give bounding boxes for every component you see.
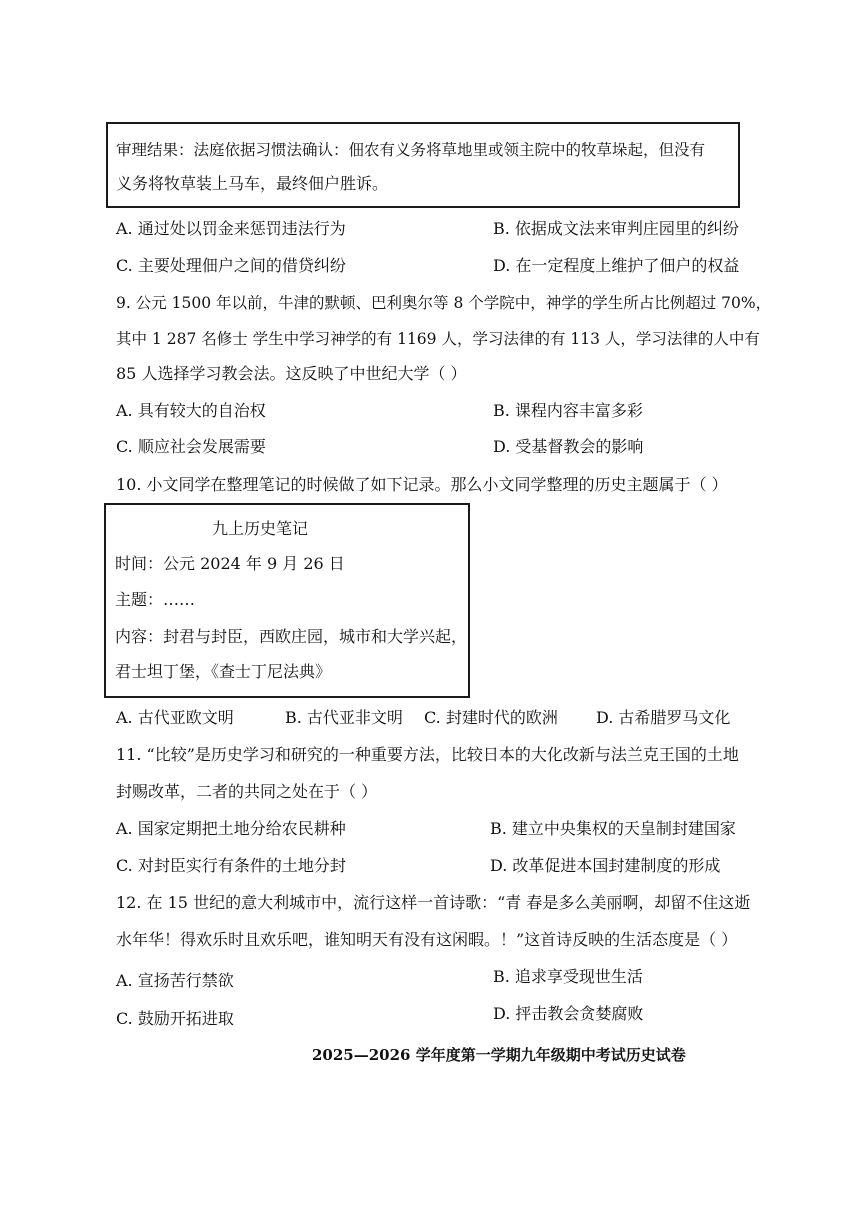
- q8-option-a: A. 通过处以罚金来惩罚违法行为: [116, 219, 346, 238]
- q9-stem-line-3: 85 人选择学习教会法。这反映了中世纪大学（ ）: [116, 364, 467, 383]
- q9-stem-line-2: 其中 1 287 名修士 学生中学习神学的有 1169 人，学习法律的有 113 人，学习法律的人中有: [116, 330, 760, 348]
- q9-option-d: D. 受基督教会的影响: [493, 437, 644, 456]
- exam-footer-title: 2025—2026 学年度第一学期九年级期中考试历史试卷: [312, 1046, 686, 1064]
- q9-option-b: B. 课程内容丰富多彩: [493, 401, 643, 420]
- q11-option-a: A. 国家定期把土地分给农民耕种: [116, 819, 346, 838]
- q10-stem: 10. 小文同学在整理笔记的时候做了如下记录。那么小文同学整理的历史主题属于（ ）: [116, 475, 728, 494]
- note-content-line-1: 内容：封君与封臣，西欧庄园，城市和大学兴起，: [115, 627, 468, 646]
- q10-option-b: B. 古代亚非文明: [285, 708, 403, 727]
- q11-option-c: C. 对封臣实行有条件的土地分封: [116, 856, 346, 875]
- note-title: 九上历史笔记: [212, 519, 309, 538]
- q9-option-c: C. 顺应社会发展需要: [116, 437, 266, 456]
- q12-option-d: D. 抨击教会贪婪腐败: [493, 1004, 644, 1023]
- q11-stem-line-1: 11. “比较”是历史学习和研究的一种重要方法，比较日本的大化改新与法兰克王国的土地: [116, 745, 739, 764]
- q9-stem-line-1: 9. 公元 1500 年以前，牛津的默顿、巴利奥尔等 8 个学院中，神学的学生所占比例超过 70%，: [116, 294, 772, 312]
- q12-option-c: C. 鼓励开拓进取: [116, 1009, 234, 1028]
- q8-option-c: C. 主要处理佃户之间的借贷纠纷: [116, 256, 346, 275]
- note-topic: 主题：……: [115, 590, 196, 609]
- q9-option-a: A. 具有较大的自治权: [116, 401, 266, 420]
- q8-option-d: D. 在一定程度上维护了佃户的权益: [493, 256, 740, 275]
- trial-result-box: [106, 122, 740, 208]
- q11-option-b: B. 建立中央集权的天皇制封建国家: [490, 819, 736, 838]
- q8-option-b: B. 依据成文法来审判庄园里的纠纷: [493, 219, 739, 238]
- q10-option-a: A. 古代亚欧文明: [116, 708, 234, 727]
- note-content-line-2: 君士坦丁堡，《查士丁尼法典》: [115, 662, 332, 681]
- q10-option-c: C. 封建时代的欧洲: [424, 708, 558, 727]
- q10-option-d: D. 古希腊罗马文化: [596, 708, 731, 727]
- trial-result-line-2: 义务将牧草装上马车，最终佃户胜诉。: [116, 174, 389, 193]
- note-time: 时间：公元 2024 年 9 月 26 日: [115, 554, 345, 573]
- q12-option-a: A. 宣扬苦行禁欲: [116, 971, 234, 990]
- q12-option-b: B. 追求享受现世生活: [493, 967, 643, 986]
- q12-stem-line-1: 12. 在 15 世纪的意大利城市中，流行这样一首诗歌：“青 春是多么美丽啊，却留不住这逝: [116, 893, 751, 912]
- q11-stem-line-2: 封赐改革，二者的共同之处在于（ ）: [116, 782, 378, 801]
- trial-result-line-1: 审理结果：法庭依据习惯法确认：佃农有义务将草地里或领主院中的牧草垛起，但没有: [116, 141, 706, 159]
- q11-option-d: D. 改革促进本国封建制度的形成: [490, 856, 721, 875]
- q12-stem-line-2: 水年华！得欢乐时且欢乐吧，谁知明天有没有这闲暇。！”这首诗反映的生活态度是（ ）: [116, 930, 738, 949]
